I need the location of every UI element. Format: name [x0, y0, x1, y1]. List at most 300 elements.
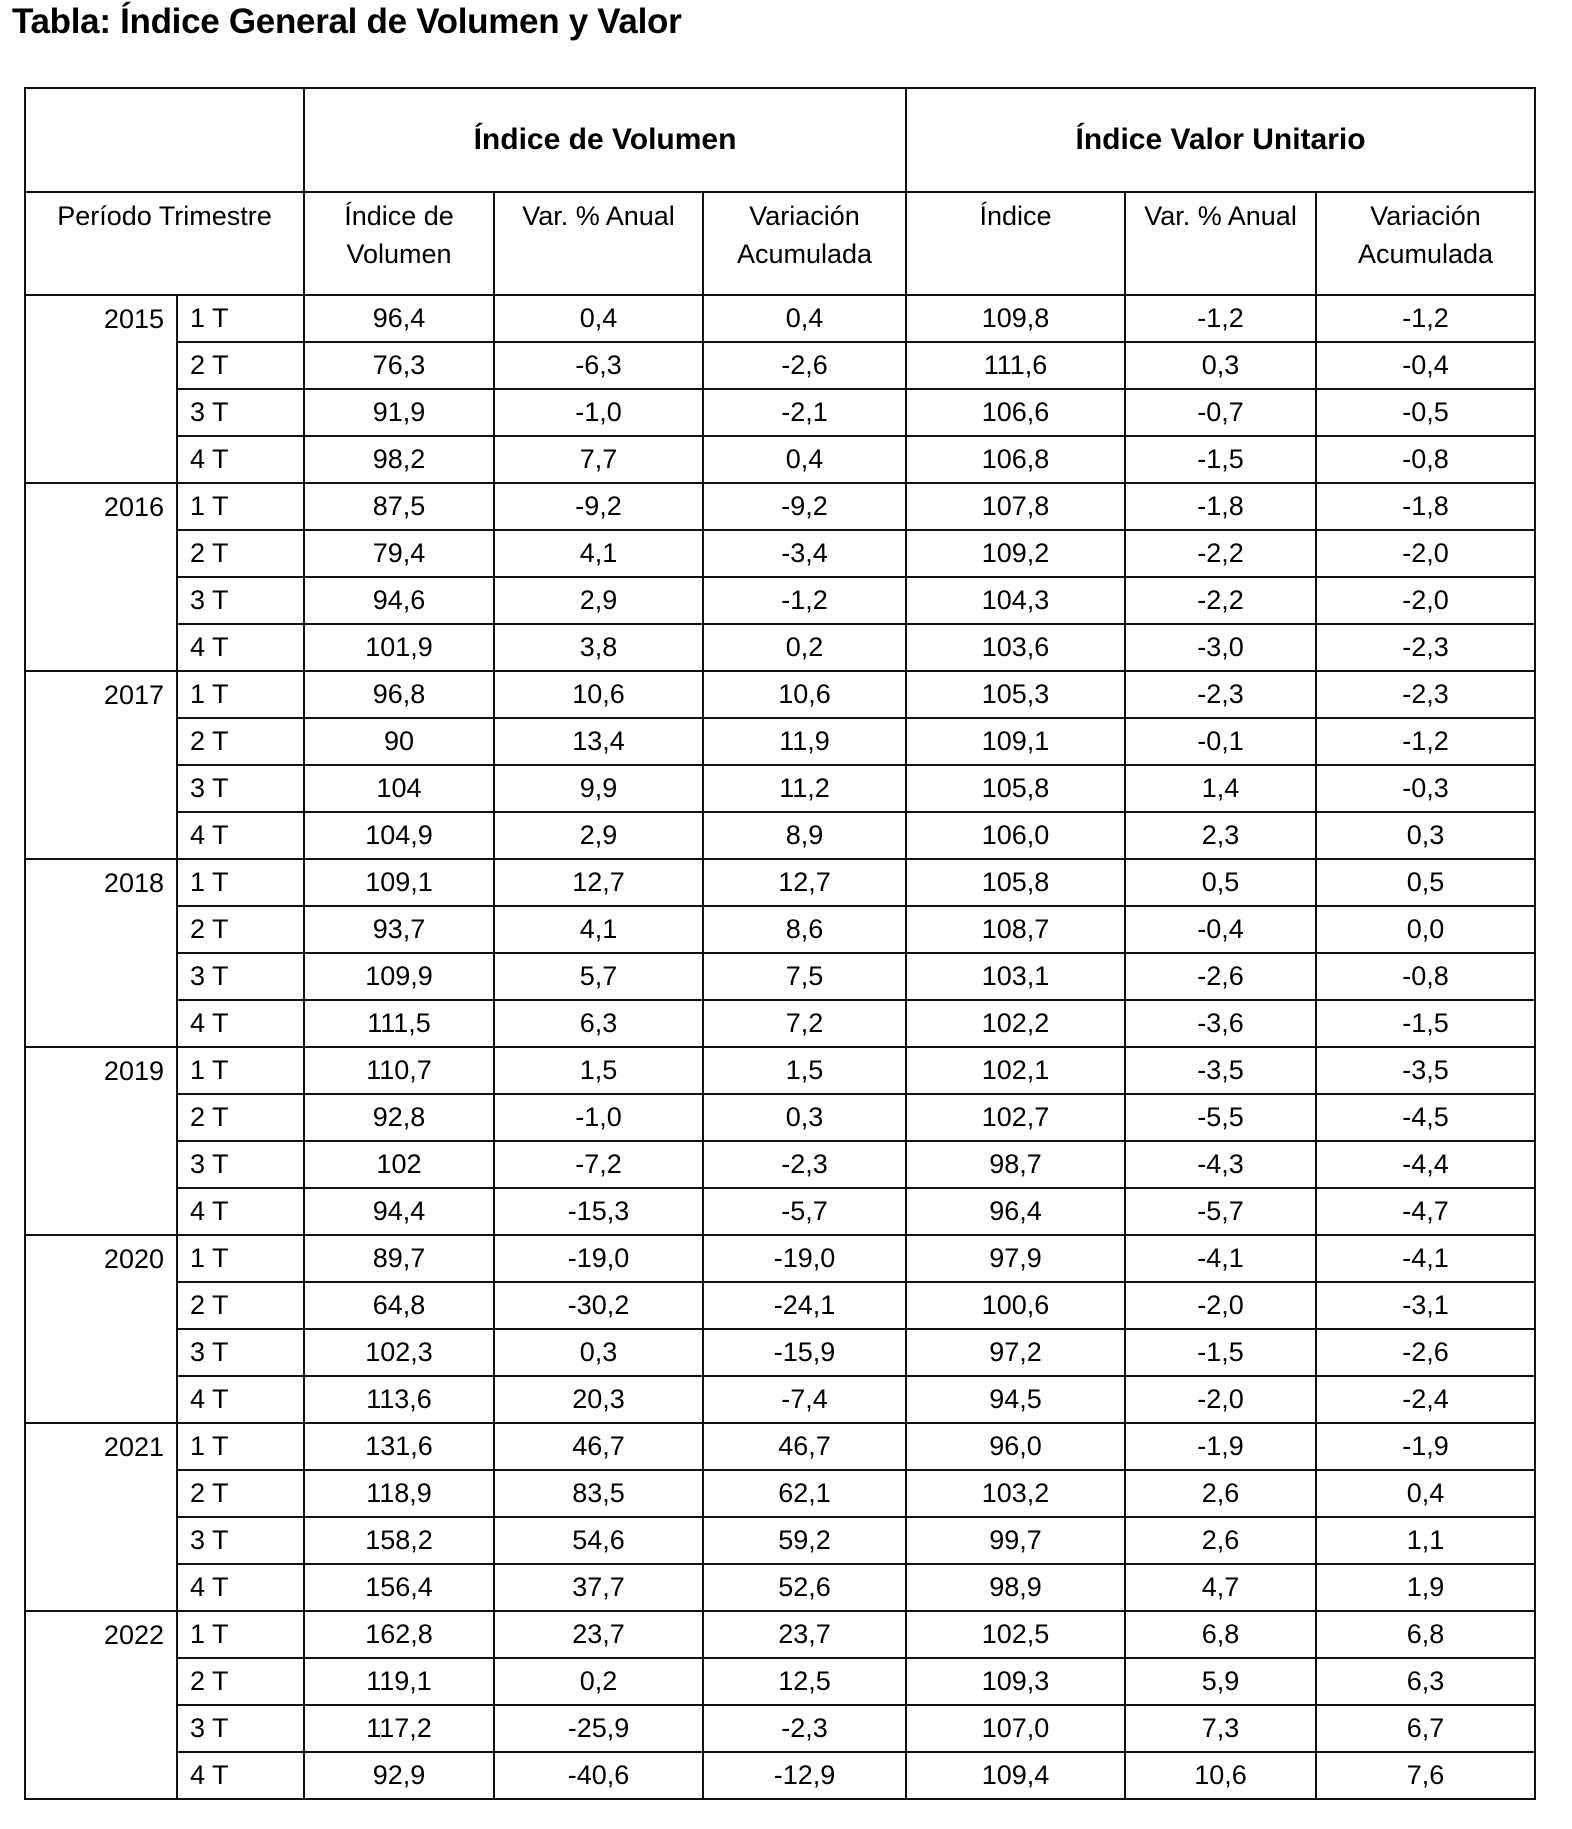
cell-year — [25, 906, 177, 953]
cell-var-acum-valor: 6,3 — [1316, 1658, 1535, 1705]
cell-var-anual-volumen: 83,5 — [494, 1470, 703, 1517]
cell-indice-valor: 96,4 — [906, 1188, 1125, 1235]
cell-indice-valor: 104,3 — [906, 577, 1125, 624]
cell-indice-volumen: 156,4 — [304, 1564, 494, 1611]
cell-var-anual-volumen: 13,4 — [494, 718, 703, 765]
cell-var-acum-valor: 6,7 — [1316, 1705, 1535, 1752]
cell-var-anual-valor: -3,5 — [1125, 1047, 1316, 1094]
corner-cell — [25, 88, 304, 192]
cell-var-anual-volumen: -15,3 — [494, 1188, 703, 1235]
cell-var-acum-valor: 1,9 — [1316, 1564, 1535, 1611]
cell-quarter: 4 T — [177, 1564, 304, 1611]
cell-indice-volumen: 90 — [304, 718, 494, 765]
cell-year — [25, 718, 177, 765]
table-row — [25, 1752, 1535, 1799]
cell-var-anual-valor: -5,7 — [1125, 1188, 1316, 1235]
cell-quarter: 4 T — [177, 624, 304, 671]
cell-year — [25, 1141, 177, 1188]
cell-indice-valor: 103,2 — [906, 1470, 1125, 1517]
cell-indice-volumen: 104,9 — [304, 812, 494, 859]
cell-indice-valor: 97,9 — [906, 1235, 1125, 1282]
table-row — [25, 1423, 1535, 1470]
table-row — [25, 859, 1535, 906]
cell-year — [25, 1329, 177, 1376]
cell-var-acum-volumen: 12,7 — [703, 859, 906, 906]
cell-var-acum-volumen: 11,9 — [703, 718, 906, 765]
cell-indice-valor: 100,6 — [906, 1282, 1125, 1329]
cell-var-anual-valor: 7,3 — [1125, 1705, 1316, 1752]
cell-var-anual-valor: -4,1 — [1125, 1235, 1316, 1282]
cell-indice-volumen: 91,9 — [304, 389, 494, 436]
cell-var-acum-volumen: -5,7 — [703, 1188, 906, 1235]
cell-var-anual-valor: -0,4 — [1125, 906, 1316, 953]
cell-indice-volumen: 98,2 — [304, 436, 494, 483]
cell-year: 2017 — [25, 671, 177, 718]
cell-year: 2016 — [25, 483, 177, 530]
cell-var-anual-valor: -2,6 — [1125, 953, 1316, 1000]
cell-var-acum-valor: -4,4 — [1316, 1141, 1535, 1188]
cell-var-anual-valor: -3,6 — [1125, 1000, 1316, 1047]
cell-indice-valor: 107,0 — [906, 1705, 1125, 1752]
cell-quarter: 3 T — [177, 577, 304, 624]
cell-var-anual-valor: -2,3 — [1125, 671, 1316, 718]
cell-var-anual-volumen: -40,6 — [494, 1752, 703, 1799]
cell-year — [25, 624, 177, 671]
table-row — [25, 342, 1535, 389]
cell-var-acum-valor: -1,8 — [1316, 483, 1535, 530]
table-row — [25, 765, 1535, 812]
cell-quarter: 3 T — [177, 389, 304, 436]
cell-var-anual-volumen: 2,9 — [494, 812, 703, 859]
cell-var-anual-volumen: 0,3 — [494, 1329, 703, 1376]
cell-var-acum-valor: -2,0 — [1316, 577, 1535, 624]
table-row — [25, 718, 1535, 765]
cell-var-acum-valor: -4,7 — [1316, 1188, 1535, 1235]
cell-var-acum-volumen: -2,3 — [703, 1141, 906, 1188]
table-row — [25, 1611, 1535, 1658]
cell-indice-volumen: 94,4 — [304, 1188, 494, 1235]
cell-var-anual-valor: -5,5 — [1125, 1094, 1316, 1141]
cell-var-anual-valor: -1,5 — [1125, 436, 1316, 483]
cell-var-anual-volumen: 46,7 — [494, 1423, 703, 1470]
cell-var-anual-volumen: 2,9 — [494, 577, 703, 624]
cell-quarter: 4 T — [177, 1752, 304, 1799]
cell-var-anual-valor: -1,5 — [1125, 1329, 1316, 1376]
cell-var-acum-valor: -1,5 — [1316, 1000, 1535, 1047]
cell-quarter: 2 T — [177, 1658, 304, 1705]
cell-var-anual-valor: 2,6 — [1125, 1470, 1316, 1517]
cell-indice-volumen: 102,3 — [304, 1329, 494, 1376]
cell-quarter: 1 T — [177, 295, 304, 342]
table-row — [25, 483, 1535, 530]
cell-var-anual-valor: -1,9 — [1125, 1423, 1316, 1470]
cell-var-acum-volumen: 1,5 — [703, 1047, 906, 1094]
cell-var-acum-volumen: 8,6 — [703, 906, 906, 953]
cell-year: 2020 — [25, 1235, 177, 1282]
cell-quarter: 2 T — [177, 906, 304, 953]
cell-var-acum-valor: -3,1 — [1316, 1282, 1535, 1329]
cell-quarter: 2 T — [177, 1094, 304, 1141]
cell-var-acum-volumen: -19,0 — [703, 1235, 906, 1282]
cell-indice-valor: 98,9 — [906, 1564, 1125, 1611]
cell-var-acum-valor: 6,8 — [1316, 1611, 1535, 1658]
cell-var-acum-valor: 0,0 — [1316, 906, 1535, 953]
cell-var-anual-valor: -2,2 — [1125, 577, 1316, 624]
table-row — [25, 1329, 1535, 1376]
cell-var-acum-volumen: 62,1 — [703, 1470, 906, 1517]
cell-indice-valor: 102,1 — [906, 1047, 1125, 1094]
cell-var-anual-valor: 6,8 — [1125, 1611, 1316, 1658]
cell-indice-valor: 103,1 — [906, 953, 1125, 1000]
cell-var-acum-valor: -0,8 — [1316, 953, 1535, 1000]
cell-indice-volumen: 92,8 — [304, 1094, 494, 1141]
cell-var-acum-valor: -1,2 — [1316, 295, 1535, 342]
cell-quarter: 1 T — [177, 1423, 304, 1470]
cell-indice-volumen: 109,9 — [304, 953, 494, 1000]
cell-quarter: 1 T — [177, 483, 304, 530]
cell-var-acum-volumen: -9,2 — [703, 483, 906, 530]
cell-indice-valor: 109,4 — [906, 1752, 1125, 1799]
table-row — [25, 953, 1535, 1000]
cell-var-acum-valor: 1,1 — [1316, 1517, 1535, 1564]
cell-indice-volumen: 79,4 — [304, 530, 494, 577]
cell-var-acum-volumen: 52,6 — [703, 1564, 906, 1611]
cell-var-anual-volumen: -1,0 — [494, 389, 703, 436]
cell-var-anual-volumen: -7,2 — [494, 1141, 703, 1188]
cell-var-acum-valor: -0,8 — [1316, 436, 1535, 483]
cell-var-acum-volumen: -1,2 — [703, 577, 906, 624]
cell-var-acum-volumen: -12,9 — [703, 1752, 906, 1799]
cell-var-acum-volumen: -24,1 — [703, 1282, 906, 1329]
table-row — [25, 812, 1535, 859]
cell-quarter: 4 T — [177, 812, 304, 859]
cell-indice-volumen: 113,6 — [304, 1376, 494, 1423]
cell-var-acum-valor: -3,5 — [1316, 1047, 1535, 1094]
cell-year: 2022 — [25, 1611, 177, 1658]
cell-var-anual-valor: -4,3 — [1125, 1141, 1316, 1188]
cell-year — [25, 342, 177, 389]
cell-indice-valor: 109,8 — [906, 295, 1125, 342]
cell-indice-volumen: 89,7 — [304, 1235, 494, 1282]
cell-var-acum-volumen: 59,2 — [703, 1517, 906, 1564]
cell-indice-volumen: 118,9 — [304, 1470, 494, 1517]
table-body — [25, 295, 1535, 1799]
cell-quarter: 2 T — [177, 1470, 304, 1517]
cell-var-anual-valor: 1,4 — [1125, 765, 1316, 812]
cell-quarter: 4 T — [177, 1000, 304, 1047]
cell-year — [25, 436, 177, 483]
cell-year — [25, 1376, 177, 1423]
cell-var-anual-volumen: -1,0 — [494, 1094, 703, 1141]
cell-var-acum-valor: 7,6 — [1316, 1752, 1535, 1799]
cell-var-acum-volumen: 0,2 — [703, 624, 906, 671]
cell-year — [25, 953, 177, 1000]
cell-var-anual-volumen: 10,6 — [494, 671, 703, 718]
column-header-indice-valor: Índice — [906, 192, 1125, 295]
cell-quarter: 2 T — [177, 342, 304, 389]
cell-quarter: 3 T — [177, 1705, 304, 1752]
cell-var-anual-valor: 10,6 — [1125, 1752, 1316, 1799]
cell-var-anual-volumen: 54,6 — [494, 1517, 703, 1564]
cell-var-acum-valor: -2,3 — [1316, 624, 1535, 671]
cell-var-acum-valor: -2,6 — [1316, 1329, 1535, 1376]
cell-var-anual-valor: -1,8 — [1125, 483, 1316, 530]
cell-indice-volumen: 102 — [304, 1141, 494, 1188]
column-header-indice-volumen: Índice de Volumen — [304, 192, 494, 295]
cell-var-acum-valor: 0,5 — [1316, 859, 1535, 906]
cell-indice-volumen: 76,3 — [304, 342, 494, 389]
cell-indice-valor: 97,2 — [906, 1329, 1125, 1376]
cell-indice-valor: 105,3 — [906, 671, 1125, 718]
cell-quarter: 2 T — [177, 530, 304, 577]
cell-var-acum-volumen: 7,2 — [703, 1000, 906, 1047]
cell-indice-volumen: 87,5 — [304, 483, 494, 530]
cell-indice-valor: 102,7 — [906, 1094, 1125, 1141]
column-header-var-acum-volumen: Variación Acumulada — [703, 192, 906, 295]
cell-var-acum-volumen: 0,3 — [703, 1094, 906, 1141]
table-row — [25, 1000, 1535, 1047]
table-row — [25, 1282, 1535, 1329]
cell-indice-valor: 106,8 — [906, 436, 1125, 483]
cell-year — [25, 1658, 177, 1705]
cell-indice-volumen: 96,4 — [304, 295, 494, 342]
cell-var-anual-volumen: 0,4 — [494, 295, 703, 342]
cell-indice-valor: 94,5 — [906, 1376, 1125, 1423]
table-row — [25, 1517, 1535, 1564]
cell-var-anual-valor: 0,5 — [1125, 859, 1316, 906]
cell-var-acum-volumen: 0,4 — [703, 436, 906, 483]
table-row — [25, 1564, 1535, 1611]
cell-quarter: 4 T — [177, 436, 304, 483]
table-row — [25, 1141, 1535, 1188]
cell-year — [25, 530, 177, 577]
cell-indice-valor: 107,8 — [906, 483, 1125, 530]
cell-indice-valor: 106,6 — [906, 389, 1125, 436]
cell-year — [25, 1470, 177, 1517]
cell-var-acum-volumen: 7,5 — [703, 953, 906, 1000]
cell-var-acum-valor: -2,3 — [1316, 671, 1535, 718]
cell-var-anual-valor: -2,0 — [1125, 1376, 1316, 1423]
cell-indice-valor: 108,7 — [906, 906, 1125, 953]
group-header-volumen: Índice de Volumen — [304, 88, 906, 192]
column-header-var-anual-volumen: Var. % Anual — [494, 192, 703, 295]
cell-year — [25, 577, 177, 624]
cell-indice-valor: 102,5 — [906, 1611, 1125, 1658]
cell-year — [25, 1517, 177, 1564]
cell-year — [25, 1705, 177, 1752]
cell-var-acum-volumen: 0,4 — [703, 295, 906, 342]
cell-indice-volumen: 96,8 — [304, 671, 494, 718]
cell-indice-volumen: 101,9 — [304, 624, 494, 671]
cell-quarter: 1 T — [177, 1047, 304, 1094]
table-row — [25, 1047, 1535, 1094]
cell-indice-valor: 99,7 — [906, 1517, 1125, 1564]
cell-year: 2018 — [25, 859, 177, 906]
cell-indice-valor: 109,1 — [906, 718, 1125, 765]
cell-var-anual-valor: -2,0 — [1125, 1282, 1316, 1329]
cell-var-anual-valor: -2,2 — [1125, 530, 1316, 577]
cell-var-acum-valor: 0,3 — [1316, 812, 1535, 859]
cell-var-anual-valor: 4,7 — [1125, 1564, 1316, 1611]
cell-quarter: 3 T — [177, 1517, 304, 1564]
table-row — [25, 295, 1535, 342]
table-row — [25, 577, 1535, 624]
cell-var-anual-valor: -0,1 — [1125, 718, 1316, 765]
cell-var-anual-volumen: -19,0 — [494, 1235, 703, 1282]
table-row — [25, 1188, 1535, 1235]
cell-indice-valor: 111,6 — [906, 342, 1125, 389]
cell-indice-valor: 103,6 — [906, 624, 1125, 671]
cell-var-anual-valor: 0,3 — [1125, 342, 1316, 389]
cell-var-acum-volumen: 11,2 — [703, 765, 906, 812]
index-table — [24, 87, 1536, 1800]
cell-var-acum-volumen: 46,7 — [703, 1423, 906, 1470]
group-header-row — [25, 88, 1535, 192]
cell-year — [25, 812, 177, 859]
cell-indice-valor: 109,3 — [906, 1658, 1125, 1705]
cell-year — [25, 389, 177, 436]
table-row — [25, 1705, 1535, 1752]
table-row — [25, 1235, 1535, 1282]
table-row — [25, 389, 1535, 436]
table-row — [25, 1376, 1535, 1423]
cell-indice-volumen: 64,8 — [304, 1282, 494, 1329]
cell-indice-volumen: 131,6 — [304, 1423, 494, 1470]
cell-var-anual-volumen: 3,8 — [494, 624, 703, 671]
cell-var-anual-volumen: 0,2 — [494, 1658, 703, 1705]
cell-indice-volumen: 104 — [304, 765, 494, 812]
table-row — [25, 530, 1535, 577]
cell-var-anual-volumen: -30,2 — [494, 1282, 703, 1329]
table-row — [25, 1470, 1535, 1517]
cell-indice-volumen: 111,5 — [304, 1000, 494, 1047]
cell-var-acum-volumen: -7,4 — [703, 1376, 906, 1423]
cell-indice-volumen: 92,9 — [304, 1752, 494, 1799]
cell-var-anual-volumen: 12,7 — [494, 859, 703, 906]
cell-var-anual-volumen: 6,3 — [494, 1000, 703, 1047]
cell-quarter: 2 T — [177, 718, 304, 765]
cell-indice-volumen: 94,6 — [304, 577, 494, 624]
cell-var-anual-volumen: 20,3 — [494, 1376, 703, 1423]
cell-indice-valor: 98,7 — [906, 1141, 1125, 1188]
cell-indice-valor: 109,2 — [906, 530, 1125, 577]
cell-var-acum-valor: -0,4 — [1316, 342, 1535, 389]
cell-year — [25, 1094, 177, 1141]
cell-indice-valor: 96,0 — [906, 1423, 1125, 1470]
column-header-row — [25, 192, 1535, 295]
cell-var-anual-volumen: 9,9 — [494, 765, 703, 812]
cell-var-acum-volumen: 12,5 — [703, 1658, 906, 1705]
cell-var-acum-volumen: 8,9 — [703, 812, 906, 859]
cell-year: 2015 — [25, 295, 177, 342]
group-header-valor: Índice Valor Unitario — [906, 88, 1535, 192]
cell-quarter: 3 T — [177, 1141, 304, 1188]
cell-year — [25, 1752, 177, 1799]
cell-quarter: 3 T — [177, 1329, 304, 1376]
cell-var-anual-volumen: 7,7 — [494, 436, 703, 483]
cell-var-acum-valor: -2,0 — [1316, 530, 1535, 577]
cell-var-acum-valor: -2,4 — [1316, 1376, 1535, 1423]
cell-var-anual-volumen: -9,2 — [494, 483, 703, 530]
cell-var-acum-volumen: -3,4 — [703, 530, 906, 577]
cell-year — [25, 1000, 177, 1047]
cell-var-acum-valor: -0,3 — [1316, 765, 1535, 812]
cell-var-anual-volumen: -6,3 — [494, 342, 703, 389]
cell-quarter: 3 T — [177, 765, 304, 812]
cell-year: 2021 — [25, 1423, 177, 1470]
table-row — [25, 1658, 1535, 1705]
cell-indice-volumen: 158,2 — [304, 1517, 494, 1564]
cell-var-acum-valor: -1,9 — [1316, 1423, 1535, 1470]
table-row — [25, 436, 1535, 483]
table-row — [25, 906, 1535, 953]
cell-year — [25, 1188, 177, 1235]
cell-year — [25, 1282, 177, 1329]
column-header-var-acum-valor: Variación Acumulada — [1316, 192, 1535, 295]
cell-var-anual-valor: 5,9 — [1125, 1658, 1316, 1705]
cell-var-acum-volumen: -2,6 — [703, 342, 906, 389]
table-row — [25, 671, 1535, 718]
cell-var-anual-valor: 2,6 — [1125, 1517, 1316, 1564]
cell-indice-volumen: 119,1 — [304, 1658, 494, 1705]
cell-quarter: 2 T — [177, 1282, 304, 1329]
cell-indice-volumen: 110,7 — [304, 1047, 494, 1094]
cell-var-anual-valor: -3,0 — [1125, 624, 1316, 671]
cell-var-anual-volumen: -25,9 — [494, 1705, 703, 1752]
cell-var-anual-volumen: 23,7 — [494, 1611, 703, 1658]
cell-var-acum-valor: 0,4 — [1316, 1470, 1535, 1517]
cell-quarter: 1 T — [177, 859, 304, 906]
cell-indice-valor: 106,0 — [906, 812, 1125, 859]
cell-indice-volumen: 117,2 — [304, 1705, 494, 1752]
cell-quarter: 4 T — [177, 1188, 304, 1235]
table-row — [25, 1094, 1535, 1141]
cell-indice-valor: 105,8 — [906, 859, 1125, 906]
cell-var-anual-valor: -1,2 — [1125, 295, 1316, 342]
column-header-periodo: Período Trimestre — [25, 192, 304, 295]
cell-var-acum-volumen: 10,6 — [703, 671, 906, 718]
cell-var-acum-valor: -1,2 — [1316, 718, 1535, 765]
cell-var-acum-volumen: -2,3 — [703, 1705, 906, 1752]
cell-year — [25, 1564, 177, 1611]
cell-var-anual-valor: -0,7 — [1125, 389, 1316, 436]
cell-var-anual-volumen: 5,7 — [494, 953, 703, 1000]
cell-quarter: 3 T — [177, 953, 304, 1000]
cell-year: 2019 — [25, 1047, 177, 1094]
cell-var-anual-volumen: 1,5 — [494, 1047, 703, 1094]
cell-indice-valor: 102,2 — [906, 1000, 1125, 1047]
cell-indice-volumen: 162,8 — [304, 1611, 494, 1658]
table-title: Tabla: Índice General de Volumen y Valor — [12, 2, 682, 41]
cell-var-acum-valor: -4,5 — [1316, 1094, 1535, 1141]
cell-var-acum-volumen: 23,7 — [703, 1611, 906, 1658]
cell-year — [25, 765, 177, 812]
cell-var-acum-volumen: -15,9 — [703, 1329, 906, 1376]
cell-var-anual-volumen: 4,1 — [494, 906, 703, 953]
cell-var-acum-volumen: -2,1 — [703, 389, 906, 436]
column-header-var-anual-valor: Var. % Anual — [1125, 192, 1316, 295]
cell-quarter: 1 T — [177, 1611, 304, 1658]
table-row — [25, 624, 1535, 671]
cell-indice-volumen: 109,1 — [304, 859, 494, 906]
cell-quarter: 1 T — [177, 671, 304, 718]
cell-var-anual-volumen: 37,7 — [494, 1564, 703, 1611]
cell-indice-valor: 105,8 — [906, 765, 1125, 812]
cell-quarter: 4 T — [177, 1376, 304, 1423]
cell-indice-volumen: 93,7 — [304, 906, 494, 953]
cell-var-acum-valor: -0,5 — [1316, 389, 1535, 436]
cell-var-acum-valor: -4,1 — [1316, 1235, 1535, 1282]
